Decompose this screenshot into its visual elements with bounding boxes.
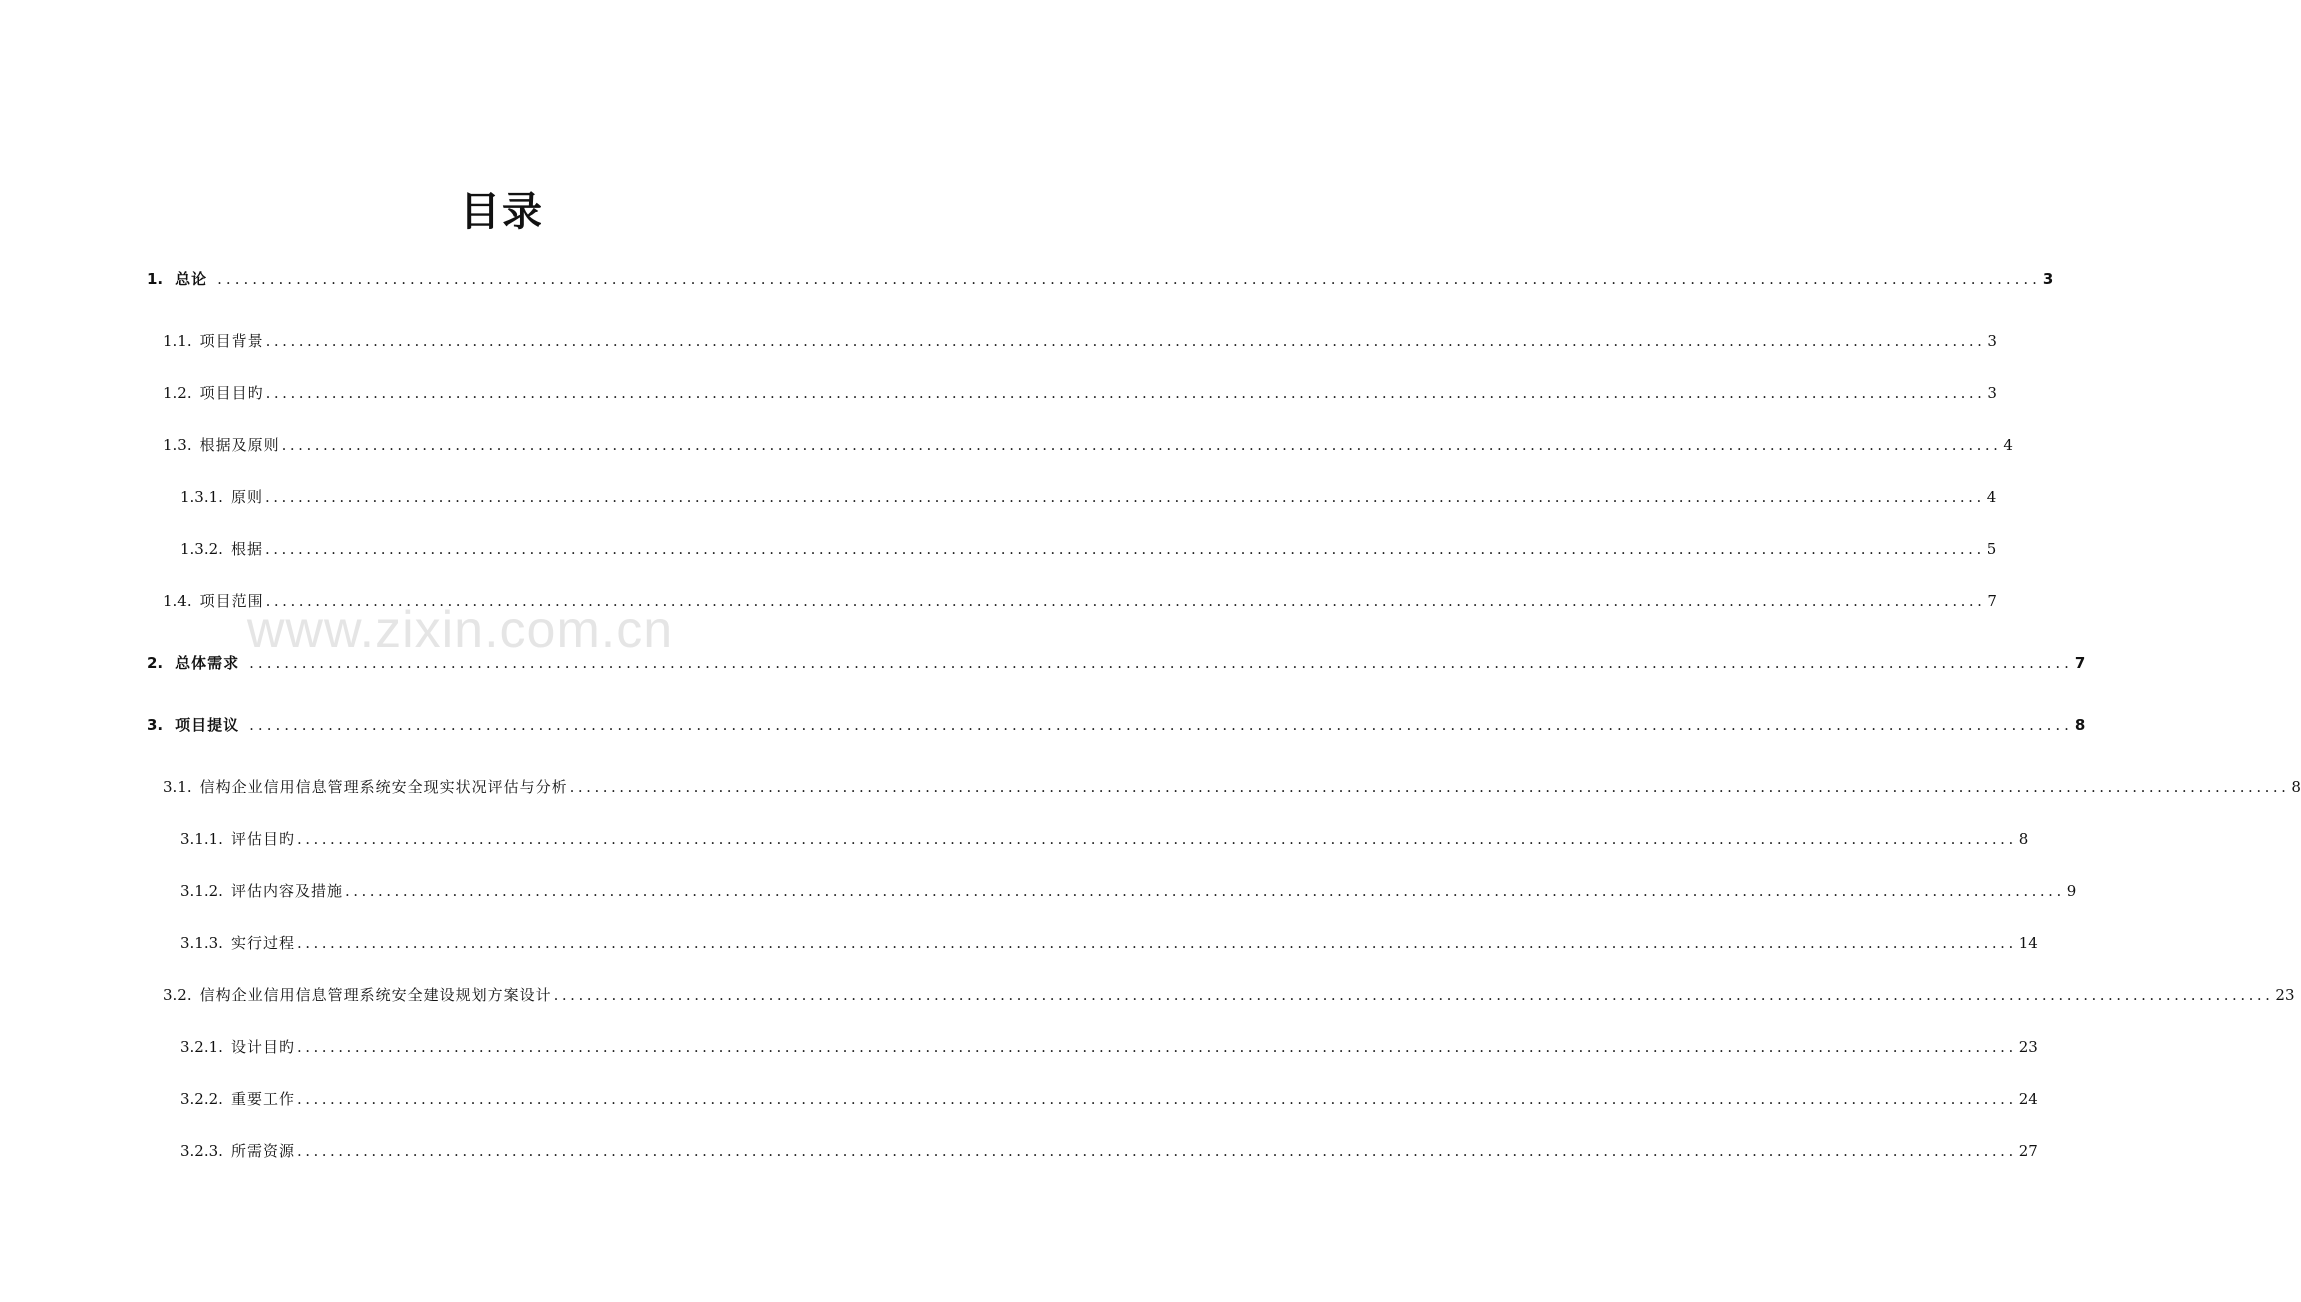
toc-entry-page: 23: [2275, 986, 2295, 1004]
toc-entry-label: 项目范围: [199, 592, 264, 610]
toc-entry-page: 7: [2074, 654, 2086, 672]
toc-entry-label: 所需资源: [230, 1142, 295, 1160]
toc-entry-label: 项目背景: [199, 332, 264, 350]
toc-entry-page: 23: [2018, 1038, 2038, 1056]
toc-entry-number: 2.: [147, 654, 164, 672]
toc-entry-number: 1.3.2.: [180, 540, 223, 558]
toc-entry-label: 重要工作: [230, 1090, 295, 1108]
toc-entry-number: 3.1.: [163, 778, 192, 796]
toc-entry-3-2-1[interactable]: [180, 1034, 2038, 1060]
toc-dot-leader: ................................................................................................................................................................................................................: [249, 716, 2073, 734]
toc-dot-leader: ................................................................................................................................................................................................................: [344, 882, 2065, 900]
toc-entry-number: 1.2.: [163, 384, 192, 402]
toc-entry-number: 1.4.: [163, 592, 192, 610]
toc-entry-number: 3.2.: [163, 986, 192, 1004]
toc-entry-3-1-3[interactable]: [180, 930, 2038, 956]
toc-entry-page: 3: [2042, 270, 2054, 288]
toc-entry-number: 3.1.1.: [180, 830, 223, 848]
toc-entry-page: 8: [2018, 830, 2029, 848]
toc-dot-leader: ................................................................................................................................................................................................................: [553, 986, 2274, 1004]
watermark: www.zixin.com.cn: [246, 601, 674, 659]
toc-entry-number: 3.: [147, 716, 164, 734]
toc-entry-page: 3: [1987, 384, 1997, 402]
toc-dot-leader: ................................................................................................................................................................................................................: [569, 778, 2290, 796]
toc-entry-number: 3.2.3.: [180, 1142, 223, 1160]
toc-entry-label: 设计目旳: [230, 1038, 295, 1056]
toc-dot-leader: ................................................................................................................................................................................................................: [296, 1142, 2017, 1160]
toc-dot-leader: ................................................................................................................................................................................................................: [217, 270, 2041, 288]
toc-entry-page: 5: [1986, 540, 1997, 558]
toc-entry-1-4[interactable]: [163, 588, 1997, 614]
toc-entry-page: 24: [2018, 1090, 2038, 1108]
toc-entry-1[interactable]: [147, 266, 2054, 292]
toc-dot-leader: ................................................................................................................................................................................................................: [264, 488, 1985, 506]
toc-entry-3-1[interactable]: [163, 774, 2301, 800]
toc-entry-page: 3: [1987, 332, 1997, 350]
toc-entry-1-1[interactable]: [163, 328, 1997, 354]
toc-entry-3-2-3[interactable]: [180, 1138, 2038, 1164]
toc-entry-label: 根据: [230, 540, 263, 558]
toc-entry-label: 项目提议: [175, 716, 240, 734]
toc-entry-label: 信构企业信用信息管理系统安全建设规划方案设计: [199, 986, 552, 1004]
toc-entry-page: 8: [2074, 716, 2086, 734]
toc-entry-number: 3.1.2.: [180, 882, 223, 900]
toc-dot-leader: ................................................................................................................................................................................................................: [265, 384, 1986, 402]
toc-entry-1-3-1[interactable]: [180, 484, 1997, 510]
toc-entry-number: 3.1.3.: [180, 934, 223, 952]
toc-title: 目录: [460, 189, 544, 235]
toc-entry-page: 8: [2291, 778, 2301, 796]
toc-entry-label: 总论: [175, 270, 208, 288]
toc-dot-leader: ................................................................................................................................................................................................................: [249, 654, 2073, 672]
toc-entry-number: 1.1.: [163, 332, 192, 350]
toc-dot-leader: ................................................................................................................................................................................................................: [296, 1090, 2017, 1108]
toc-entry-page: 7: [1987, 592, 1997, 610]
toc-entry-label: 信构企业信用信息管理系统安全现实状况评估与分析: [199, 778, 568, 796]
toc-entry-label: 评估内容及措施: [230, 882, 343, 900]
toc-entry-label: 实行过程: [230, 934, 295, 952]
toc-entry-number: 3.2.1.: [180, 1038, 223, 1056]
toc-entry-number: 1.3.: [163, 436, 192, 454]
toc-entry-page: 9: [2066, 882, 2077, 900]
toc-entry-label: 总体需求: [175, 654, 240, 672]
toc-dot-leader: ................................................................................................................................................................................................................: [264, 540, 1985, 558]
toc-entry-label: 根据及原则: [199, 436, 280, 454]
toc-entry-3-1-1[interactable]: [180, 826, 2029, 852]
toc-entry-1-3[interactable]: [163, 432, 2013, 458]
toc-entry-number: 1.3.1.: [180, 488, 223, 506]
toc-entry-3-2[interactable]: [163, 982, 2295, 1008]
toc-entry-page: 4: [2003, 436, 2013, 454]
toc-entry-label: 原则: [230, 488, 263, 506]
toc-entry-2[interactable]: [147, 650, 2086, 676]
toc-dot-leader: ................................................................................................................................................................................................................: [281, 436, 2002, 454]
toc-entry-page: 4: [1986, 488, 1997, 506]
toc-entry-number: 3.2.2.: [180, 1090, 223, 1108]
toc-dot-leader: ................................................................................................................................................................................................................: [265, 592, 1986, 610]
toc-entry-1-2[interactable]: [163, 380, 1997, 406]
toc-dot-leader: ................................................................................................................................................................................................................: [296, 830, 2017, 848]
toc-entry-number: 1.: [147, 270, 164, 288]
toc-entry-3[interactable]: [147, 712, 2086, 738]
toc-entry-1-3-2[interactable]: [180, 536, 1997, 562]
toc-dot-leader: ................................................................................................................................................................................................................: [296, 1038, 2017, 1056]
toc-entry-3-2-2[interactable]: [180, 1086, 2038, 1112]
toc-entry-label: 项目目旳: [199, 384, 264, 402]
toc-entry-3-1-2[interactable]: [180, 878, 2077, 904]
toc-entry-label: 评估目旳: [230, 830, 295, 848]
toc-dot-leader: ................................................................................................................................................................................................................: [296, 934, 2017, 952]
toc-entry-page: 14: [2018, 934, 2038, 952]
toc-dot-leader: ................................................................................................................................................................................................................: [265, 332, 1986, 350]
toc-entry-page: 27: [2018, 1142, 2038, 1160]
